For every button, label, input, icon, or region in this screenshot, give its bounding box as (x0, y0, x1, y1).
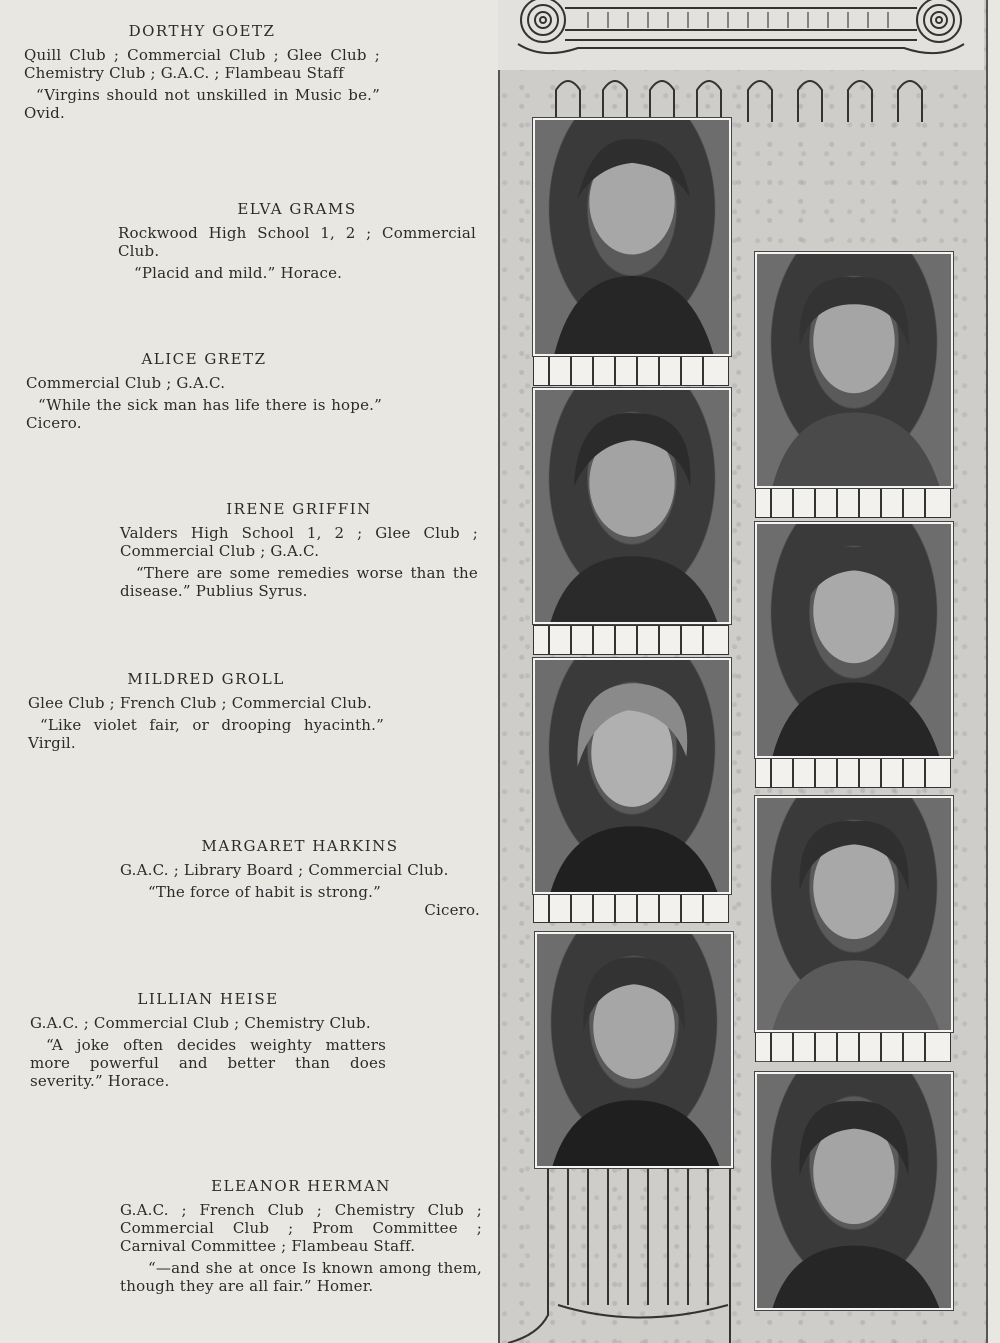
column-fluting-segment (755, 758, 951, 788)
entry-margaret-harkins (120, 837, 480, 919)
column-fluting-top (548, 72, 938, 122)
student-quote: “A joke often decides weighty matters more powerful and better than does severity.” Horace. (30, 1036, 386, 1090)
student-activities: G.A.C. ; Commercial Club ; Chemistry Club. (30, 1014, 371, 1032)
student-name: MILDRED GROLL (127, 670, 285, 688)
student-quote: “There are some remedies worse than the disease.” Publius Syrus. (120, 564, 478, 600)
portrait-photo-4 (755, 522, 953, 758)
student-name: LILLIAN HEISE (137, 990, 279, 1008)
column-fluting-segment (755, 1032, 951, 1062)
student-quote: “Placid and mild.” Horace. (134, 264, 343, 282)
entry-dorthy-goetz (24, 22, 380, 122)
student-quote: “Like violet fair, or drooping hyacinth.” Virgil. (28, 716, 384, 752)
entry-irene-griffin (120, 500, 478, 600)
column-fluting-segment (533, 625, 729, 655)
entry-eleanor-herman (120, 1177, 482, 1295)
student-name: MARGARET HARKINS (201, 837, 399, 855)
student-activities: G.A.C. ; Library Board ; Commercial Club. (120, 861, 449, 879)
entry-alice-gretz (26, 350, 382, 432)
student-name: DORTHY GOETZ (128, 22, 276, 40)
column-capital-ornament (498, 0, 984, 70)
portrait-photo-1 (533, 118, 731, 356)
portrait-photo-7 (535, 932, 733, 1168)
student-name: IRENE GRIFFIN (226, 500, 372, 518)
portrait-photo-3 (533, 388, 731, 624)
column-fluting-segment (533, 893, 729, 923)
column-fluting-segment (755, 488, 951, 518)
portrait-photo-2 (755, 252, 953, 488)
quote-attribution: Cicero. (424, 901, 480, 919)
column-fluting-segment (533, 356, 729, 386)
student-activities: Valders High School 1, 2 ; Glee Club ; Commercial Club ; G.A.C. (120, 524, 478, 560)
student-activities: G.A.C. ; French Club ; Chemistry Club ; Commercial Club ; Prom Committee ; Carnival Committee ; Flambeau Staff. (120, 1201, 482, 1255)
student-activities: Rockwood High School 1, 2 ; Commercial Club. (118, 224, 476, 260)
student-quote: “—and she at once Is known among them, though they are all fair.” Homer. (120, 1259, 482, 1295)
portrait-photo-5 (533, 658, 731, 894)
student-quote: “The force of habit is strong.” (148, 883, 382, 901)
student-activities: Commercial Club ; G.A.C. (26, 374, 226, 392)
student-name: ELVA GRAMS (237, 200, 357, 218)
entry-lillian-heise (30, 990, 386, 1090)
entry-elva-grams (118, 200, 476, 282)
student-activities: Quill Club ; Commercial Club ; Glee Club ; Chemistry Club ; G.A.C. ; Flambeau Staff (24, 46, 380, 82)
student-name: ALICE GRETZ (141, 350, 267, 368)
student-name: ELEANOR HERMAN (211, 1177, 391, 1195)
portrait-photo-8 (755, 1072, 953, 1310)
student-activities: Glee Club ; French Club ; Commercial Club. (28, 694, 372, 712)
entry-mildred-groll (28, 670, 384, 752)
student-quote: “While the sick man has life there is hope.” Cicero. (26, 396, 382, 432)
student-quote: “Virgins should not unskilled in Music be.” Ovid. (24, 86, 380, 122)
portrait-photo-6 (755, 796, 953, 1032)
